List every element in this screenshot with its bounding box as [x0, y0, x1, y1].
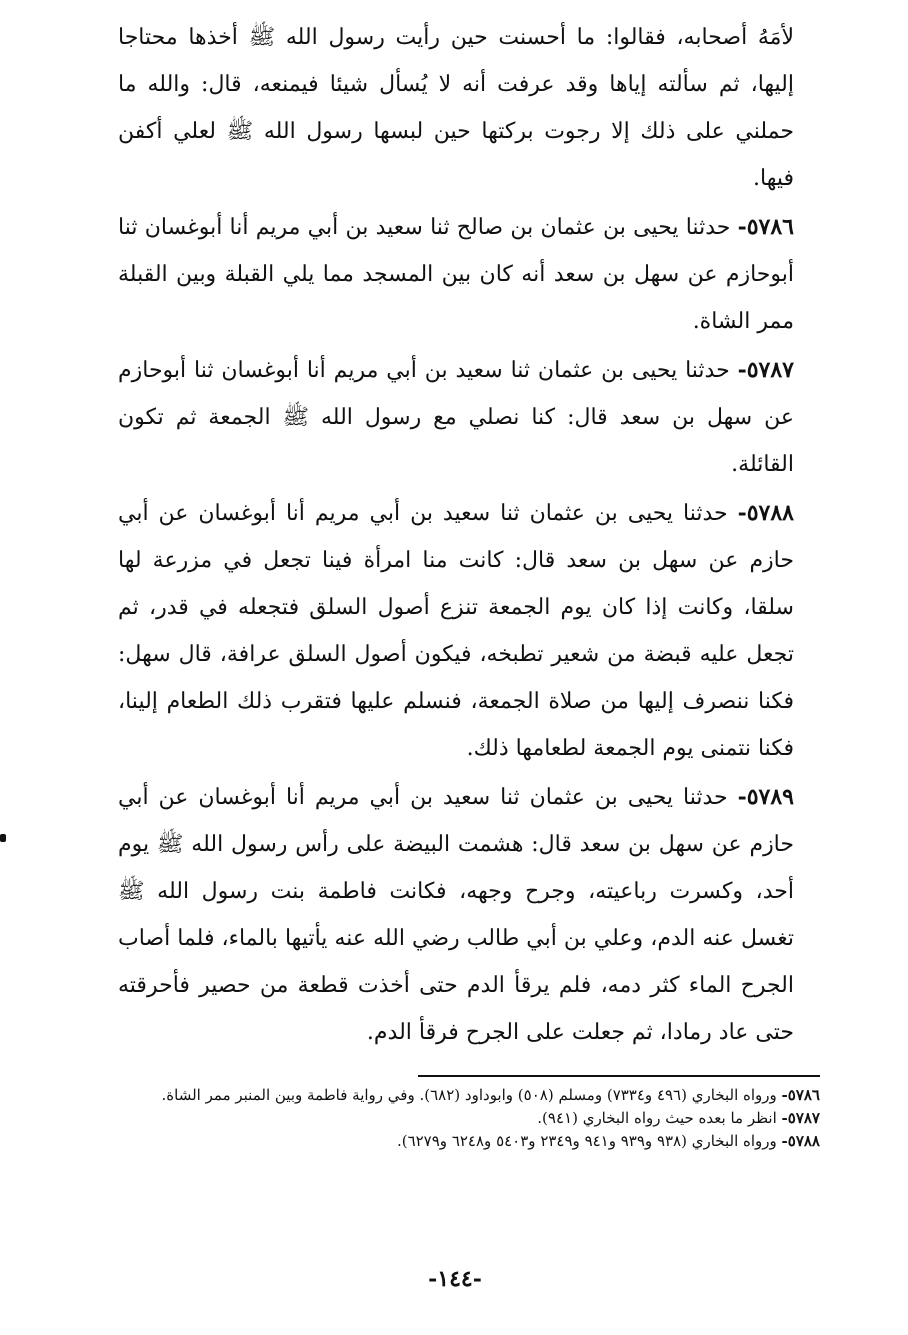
hadith-text: حدثنا يحيى بن عثمان ثنا سعيد بن أبي مريم أنا أبوغسان ثنا أبوحازم عن سهل بن سعد قال: كنا نصلي مع رسول الله ﷺ الجمعة ثم تكون القائلة. [118, 358, 794, 477]
footnote-number: ٥٧٨٧- [781, 1109, 820, 1127]
footnote-5787 [150, 1107, 820, 1130]
footnote-text: انظر ما بعده حيث رواه البخاري (٩٤١). [537, 1109, 782, 1127]
main-text-body [118, 14, 794, 1056]
hadith-paragraph-5788 [118, 490, 794, 772]
footnote-number: ٥٧٨٦- [781, 1086, 820, 1104]
paragraph-text: لأمَهُ أصحابه، فقالوا: ما أحسنت حين رأيت رسول الله ﷺ أخذها محتاجا إليها، ثم سألته إياها وقد عرفت أنه لا يُسأل شيئا فيمنعه، قال: والله ما حملني على ذلك إلا رجوت بركتها حين لبسها رسول الله ﷺ لعلي أكفن فيها. [118, 25, 795, 191]
footnotes-section [150, 1084, 820, 1153]
hadith-text: حدثنا يحيى بن عثمان ثنا سعيد بن أبي مريم أنا أبوغسان عن أبي حازم عن سهل بن سعد قال: كانت منا امرأة فينا تجعل في مزرعة لها سلقا، وكانت إذا كان يوم الجمعة تنزع أصول السلق فتجعله في قدر، ثم تجعل عليه قبضة من شعير تطبخه، فيكون أصول السلق عرافة، قال سهل: فكنا ننصرف إليها من صلاة الجمعة، فنسلم عليها فتقرب ذلك الطعام إلينا، فكنا نتمنى يوم الجمعة لطعامها ذلك. [118, 501, 794, 761]
hadith-paragraph-5786 [118, 204, 794, 345]
hadith-number: ٥٧٨٨- [737, 500, 794, 526]
margin-ink-mark [0, 834, 6, 842]
hadith-number: ٥٧٨٧- [737, 357, 794, 383]
footnote-5788 [150, 1130, 820, 1153]
hadith-paragraph-5789 [118, 774, 794, 1056]
page-number: -١٤٤- [428, 1266, 482, 1292]
paragraph-continuation [118, 14, 794, 202]
footnote-text: ورواه البخاري (٤٩٦ و٧٣٣٤) ومسلم (٥٠٨) وابوداود (٦٨٢). وفي رواية فاطمة وبين المنبر ممر الشاة. [161, 1086, 782, 1104]
footnote-number: ٥٧٨٨- [781, 1132, 820, 1150]
hadith-number: ٥٧٨٩- [737, 784, 794, 810]
hadith-paragraph-5787 [118, 347, 794, 488]
footnote-separator-line [418, 1075, 820, 1077]
hadith-text: حدثنا يحيى بن عثمان ثنا سعيد بن أبي مريم أنا أبوغسان عن أبي حازم عن سهل بن سعد قال: هشمت البيضة على رأس رسول الله ﷺ يوم أحد، وكسرت رباعيته، وجرح وجهه، فكانت فاطمة بنت رسول الله ﷺ تغسل عنه الدم، وعلي بن أبي طالب رضي الله عنه يأتيها بالماء، فلما أصاب الجرح الماء كثر دمه، فلم يرقأ الدم حتى أخذت قطعة من حصير فأحرقته حتى عاد رمادا، ثم جعلت على الجرح فرقأ الدم. [118, 785, 794, 1045]
hadith-text: حدثنا يحيى بن عثمان بن صالح ثنا سعيد بن أبي مريم أنا أبوغسان ثنا أبوحازم عن سهل بن سعد أنه كان بين المسجد مما يلي القبلة وبين القبلة ممر الشاة. [118, 215, 794, 334]
footnote-text: ورواه البخاري (٩٣٨ و٩٣٩ و٩٤١ و٢٣٤٩ و٥٤٠٣ و٦٢٤٨ و٦٢٧٩). [396, 1132, 782, 1150]
hadith-number: ٥٧٨٦- [737, 214, 794, 240]
footnote-5786 [150, 1084, 820, 1107]
